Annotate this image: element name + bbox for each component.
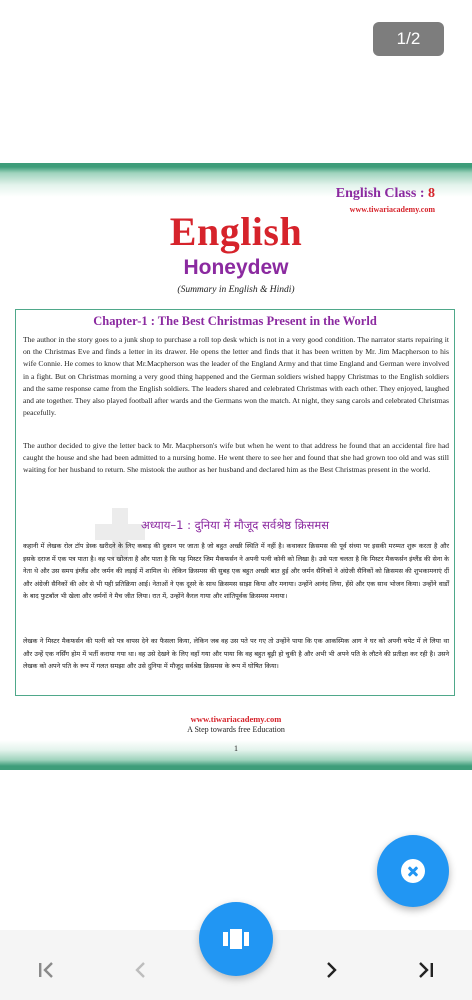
first-page-icon bbox=[36, 960, 58, 980]
site-url-bottom: www.tiwariacademy.com bbox=[190, 714, 282, 724]
book-pages-icon bbox=[221, 927, 251, 951]
document-title: English bbox=[169, 209, 303, 254]
class-number: 8 bbox=[428, 186, 435, 201]
close-icon bbox=[401, 859, 425, 883]
hindi-chapter-heading: अध्याय–1 : दुनिया में मौजूद सर्वश्रेष्ठ क्रिसमस bbox=[140, 518, 330, 532]
next-page-button[interactable] bbox=[316, 957, 346, 983]
first-page-button[interactable] bbox=[32, 957, 62, 983]
document-subtitle: Honeydew bbox=[183, 256, 289, 279]
tagline: A Step towards free Education bbox=[187, 725, 285, 734]
last-page-button[interactable] bbox=[410, 957, 440, 983]
chapter-heading: Chapter-1 : The Best Christmas Present in the World bbox=[93, 314, 377, 328]
chevron-right-icon bbox=[321, 960, 341, 980]
chevron-left-icon bbox=[131, 960, 151, 980]
site-url-top: www.tiwariacademy.com bbox=[349, 205, 435, 214]
document-note: (Summary in English & Hindi) bbox=[177, 285, 295, 295]
previous-page-button[interactable] bbox=[126, 957, 156, 983]
view-mode-button[interactable] bbox=[199, 902, 273, 976]
last-page-icon bbox=[414, 960, 436, 980]
english-paragraph-2: The author decided to give the letter back to Mr. Macpherson's wife but when he went to that address he found that an accidental fire had caught the house and she had been admitted to a nursing home. He went there to see her and found that she had grown too old and was still waiting for her husband to return. She mistook the author as her husband and declared him as the Best Christmas present in the world. bbox=[23, 441, 449, 475]
hindi-paragraph-2: लेखक ने मिस्टर मैकफर्सन की पत्नी को पत्र वापस देने का फैसला किया, लेकिन जब वह उस पते पर गए तो उन्होंने पाया कि एक आकस्मिक आग ने घर को अपनी चपेट में ले लिया था और उन्हें एक नर्सिंग होम में भर्ती कराया गया था। वह उसे देखने के लिए वहाँ गया और पाया कि वह बहुत बूढ़ी हो चुकी है और अभी भी अपने पति के लौटने की प्रतीक्षा कर रही है। उसने लेखक को अपने पति के रूप में गलत समझा और उसे दुनिया में मौजूद सर्वश्रेष्ठ क्रिसमस के रूप में घोषित किया। bbox=[23, 637, 449, 671]
page-number: 1 bbox=[234, 744, 238, 753]
class-label bbox=[336, 186, 435, 202]
english-paragraph-1: The author in the story goes to a junk shop to purchase a roll top desk which is not in a very good condition. The narrator starts repairing it on the Christmas Eve and finds a letter in its drawer. He opens the letter and finds that it has been written by Mr. Jim Macpherson to his wife Connie. He comes to know that Mr.Macpherson was the leader of the England Army and that time England and German were involved in a fight. But on Christmas morning a very good thing happened and the German soldiers wished happy Christmas to the English soldiers and the same response came from the English soldiers. The leaders shared and celebrated Christmas with each other. They enjoyed, laughed and ate together. They also played football after wards and the Germans won the match. At night, they sang carols and celebrated Christmas peacefully. bbox=[23, 335, 449, 418]
class-label-text: English Class : bbox=[335, 186, 428, 201]
hindi-paragraph-1: कहानी में लेखक रोल टॉप डेस्क खरीदने के लिए कबाड़ की दुकान पर जाता है जो बहुत अच्छी स्थिति में नहीं है। कथाकार क्रिसमस की पूर्व संध्या पर इसकी मरम्मत शुरू करता है और इसके दराज में एक पत्र पाता है। वह पत्र खोलता है और पाता है कि यह मिस्टर जिम मैकफर्सन ने अपनी पत्नी कोनी को लिखा है। उसे पता चलता है कि मिस्टर मैकफर्सन इंग्लैंड की सेना के नेता थे और उस समय इंग्लैंड और जर्मन की लड़ाई में शामिल थे। लेकिन क्रिसमस की सुबह एक बहुत अच्छी बात हुई और जर्मन सैनिकों ने अंग्रेजी सैनिकों को क्रिसमस की शुभकामनाएं दीं और अंग्रेजी सैनिकों की ओर से भी यही प्रतिक्रिया आई। नेताओं ने एक दूसरे के साथ क्रिसमस साझा किया और मनाया। उन्होंने आनंद लिया, हँसे और एक साथ भोजन किया। उन्होंने वार्डों के बाद फुटबॉल भी खेला और जर्मनों ने मैच जीत लिया। रात में, उन्होंने कैरल गाया और शांतिपूर्वक क्रिसमस मनाया। bbox=[23, 542, 449, 601]
page-indicator: 1/2 bbox=[373, 22, 444, 56]
close-button[interactable] bbox=[377, 835, 449, 907]
